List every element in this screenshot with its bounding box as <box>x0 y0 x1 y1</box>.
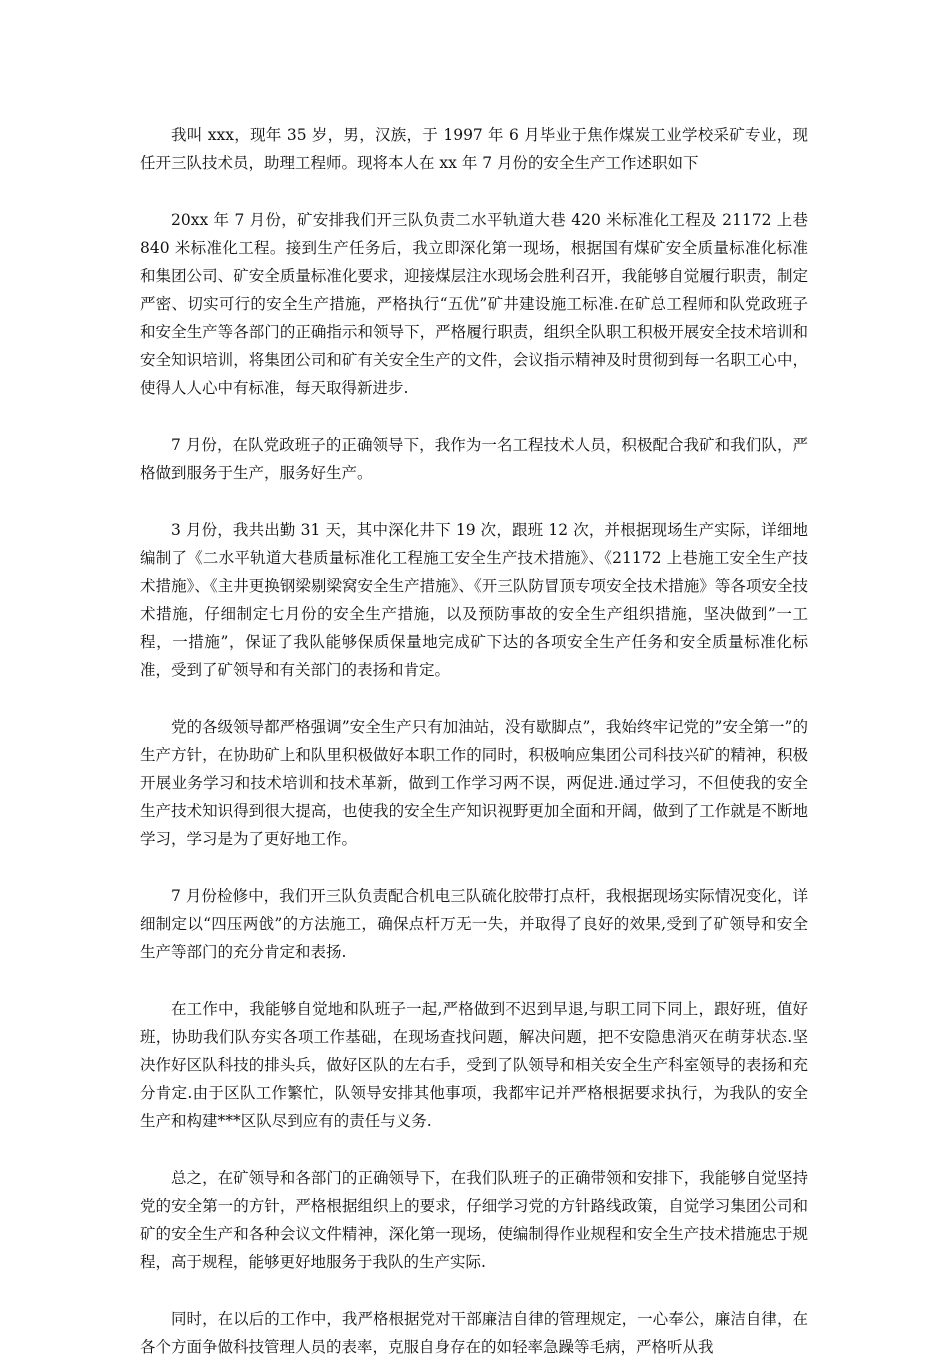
paragraph-maintenance: 7 月份检修中，我们开三队负责配合机电三队硫化胶带打点杆，我根据现场实际情况变化，详细制定以“四压两戗”的方法施工，确保点杆万无一失，并取得了良好的效果,受到了矿领导和安全生产等部门的充分肯定和表扬. <box>140 887 808 961</box>
paragraph-safety-study: 党的各级领导都严格强调”安全生产只有加油站，没有歇脚点”，我始终牢记党的”安全第一”的生产方针，在协助矿上和队里积极做好本职工作的同时，积极响应集团公司科技兴矿的精神，积极开展业务学习和技术培训和技术革新，做到工作学习两不误，两促进.通过学习，不但使我的安全生产技术知识得到很大提高，也使我的安全生产知识视野更加全面和开阔，做到了工作就是不断地学习，学习是为了更好地工作。 <box>140 718 808 848</box>
paragraph-future: 同时，在以后的工作中，我严格根据党对干部廉洁自律的管理规定，一心奉公，廉洁自律，在各个方面争做科技管理人员的表率，克服自身存在的如轻率急躁等毛病，严格听从我 <box>140 1310 808 1356</box>
document-body <box>140 121 808 1361</box>
paragraph-self-intro: 我叫 xxx，现年 35 岁，男，汉族，于 1997 年 6 月毕业于焦作煤炭工业学校采矿专业，现任开三队技术员，助理工程师。现将本人在 xx 年 7 月份的安全生产工作述职如下 <box>140 126 808 172</box>
paragraph-summary: 总之，在矿领导和各部门的正确领导下，在我们队班子的正确带领和安排下，我能够自觉坚持党的安全第一的方针，严格根据组织上的要求，仔细学习党的方针路线政策，自觉学习集团公司和矿的安全生产和各种会议文件精神，深化第一现场，使编制得作业规程和安全生产技术措施忠于规程，高于规程，能够更好地服务于我队的生产实际. <box>140 1169 808 1271</box>
paragraph-july-assignment: 20xx 年 7 月份，矿安排我们开三队负责二水平轨道大巷 420 米标准化工程及 21172 上巷 840 米标准化工程。接到生产任务后，我立即深化第一现场，根据国有煤矿安全质量标准化标准和集团公司、矿安全质量标准化要求，迎接煤层注水现场会胜利召开，我能够自觉履行职责，制定严密、切实可行的安全生产措施，严格执行“五优”矿井建设施工标准.在矿总工程师和队党政班子和安全生产等各部门的正确指示和领导下，严格履行职责，组织全队职工积极开展安全技术培训和安全知识培训，将集团公司和矿有关安全生产的文件，会议指示精神及时贯彻到每一名职工心中，使得人人心中有标准，每天取得新进步. <box>140 211 808 397</box>
paragraph-work-conduct: 在工作中，我能够自觉地和队班子一起,严格做到不迟到早退,与职工同下同上，跟好班，值好班，协助我们队夯实各项工作基础，在现场查找问题，解决问题，把不安隐患消灭在萌芽状态.坚决作好区队科技的排头兵，做好区队的左右手，受到了队领导和相关安全生产科室领导的表扬和充分肯定.由于区队工作繁忙，队领导安排其他事项，我都牢记并严格根据要求执行，为我队的安全生产和构建***区队尽到应有的责任与义务. <box>140 1000 808 1130</box>
paragraph-july-leadership: 7 月份，在队党政班子的正确领导下，我作为一名工程技术人员，积极配合我矿和我们队，严格做到服务于生产，服务好生产。 <box>140 436 808 482</box>
paragraph-attendance-measures: 3 月份，我共出勤 31 天，其中深化井下 19 次，跟班 12 次，并根据现场生产实际，详细地编制了《二水平轨道大巷质量标准化工程施工安全生产技术措施》、《21172 上巷施工安全生产技术措施》、《主井更换钢梁剔梁窝安全生产措施》、《开三队防冒顶专项安全技术措施》等各项安全技术措施，仔细制定七月份的安全生产措施，以及预防事故的安全生产组织措施，坚决做到”一工程，一措施”，保证了我队能够保质保量地完成矿下达的各项安全生产任务和安全质量标准化标准，受到了矿领导和有关部门的表扬和肯定。 <box>140 521 808 679</box>
